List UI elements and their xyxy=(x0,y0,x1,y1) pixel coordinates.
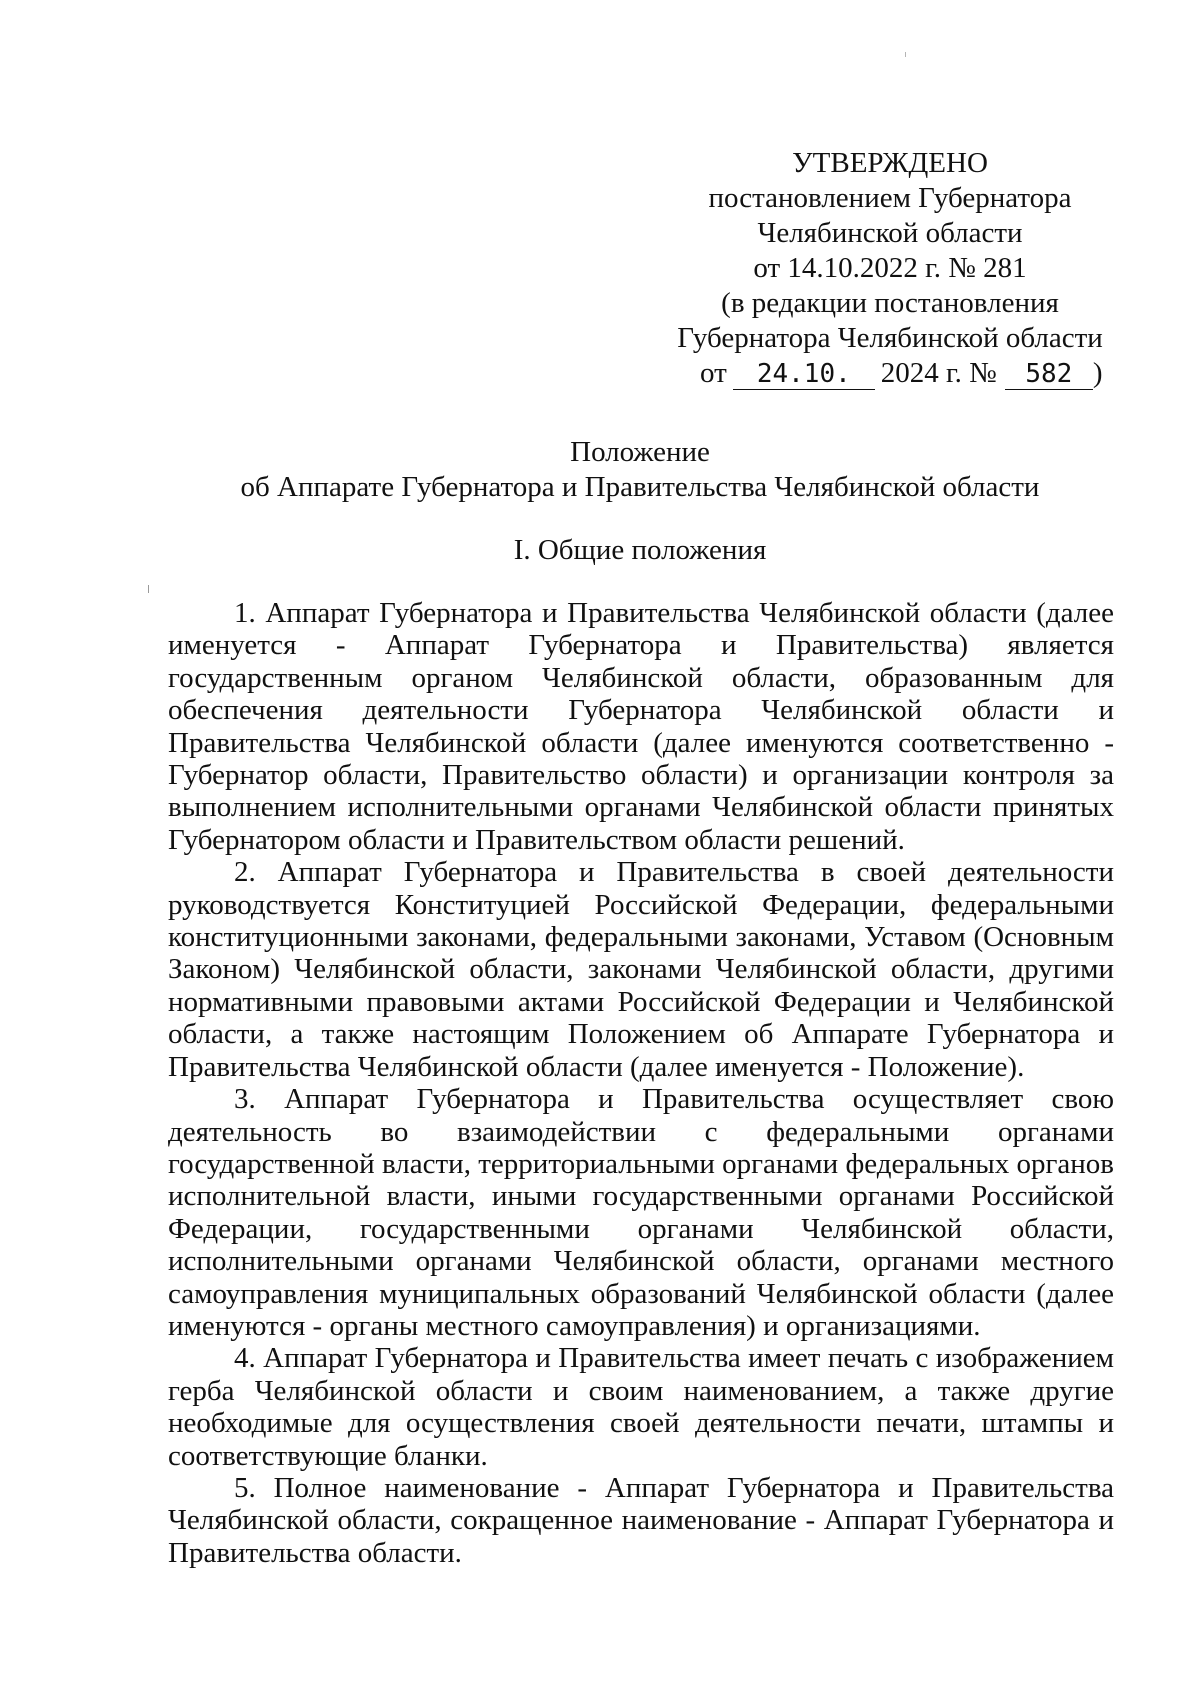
year-text: 2024 г. № xyxy=(880,357,997,389)
paragraph-2: 2. Аппарат Губернатора и Правительства в своей деятельности руководствуется Конституцией Российской Федерации, федеральными конституционными законами, федеральными законами, Уставом (Основным Законом) Челябинской области, законами Челябинской области, другими нормативными правовыми актами Российской Федерации и Челябинской области, а также настоящим Положением об Аппарате Губернатора и Правительства Челябинской области (далее именуется - Положение). xyxy=(168,856,1114,1083)
approval-date-line xyxy=(660,356,1120,391)
section-title: I. Общие положения xyxy=(513,534,767,566)
approval-block xyxy=(660,146,1120,391)
approval-line-5: Губернатора Челябинской области xyxy=(677,322,1103,354)
paragraph-5: 5. Полное наименование - Аппарат Губернатора и Правительства Челябинской области, сокращенное наименование - Аппарат Губернатора и Правительства области. xyxy=(168,1471,1114,1569)
approval-heading: УТВЕРЖДЕНО xyxy=(792,147,988,179)
approval-line-4: (в редакции постановления xyxy=(721,287,1059,319)
margin-mark xyxy=(148,585,149,593)
approval-line-1: постановлением Губернатора xyxy=(708,182,1072,214)
paragraph-4: 4. Аппарат Губернатора и Правительства имеет печать с изображением герба Челябинской области и своим наименованием, а также другие необходимые для осуществления своей деятельности печати, штампы и соответствующие бланки. xyxy=(168,1342,1114,1472)
scan-mark xyxy=(905,52,906,57)
document-subtitle: об Аппарате Губернатора и Правительства Челябинской области xyxy=(240,471,1040,503)
paragraph-1: 1. Аппарат Губернатора и Правительства Челябинской области (далее именуется - Аппарат Губернатора и Правительства) является государственным органом Челябинской области, образованным для обеспечения деятельности Губернатора Челябинской области и Правительства Челябинской области (далее именуются соответственно - Губернатор области, Правительство области) и организации контроля за выполнением исполнительными органами Челябинской области принятых Губернатором области и Правительством области решений. xyxy=(168,597,1114,856)
document-body xyxy=(168,597,1114,1569)
number-field: 582 xyxy=(1005,359,1093,390)
approval-line-2: Челябинской области xyxy=(757,217,1023,249)
date-prefix: от xyxy=(700,357,727,389)
document-title: Положение xyxy=(570,436,710,468)
date-field: 24.10. xyxy=(733,359,875,390)
paragraph-3: 3. Аппарат Губернатора и Правительства осуществляет свою деятельность во взаимодействии с федеральными органами государственной власти, территориальными органами федеральных органов исполнительной власти, иными государственными органами Российской Федерации, государственными органами Челябинской области, исполнительными органами Челябинской области, органами местного самоуправления муниципальных образований Челябинской области (далее именуются - органы местного самоуправления) и организациями. xyxy=(168,1083,1114,1342)
closing-paren: ) xyxy=(1092,357,1103,389)
approval-line-3: от 14.10.2022 г. № 281 xyxy=(753,252,1027,284)
